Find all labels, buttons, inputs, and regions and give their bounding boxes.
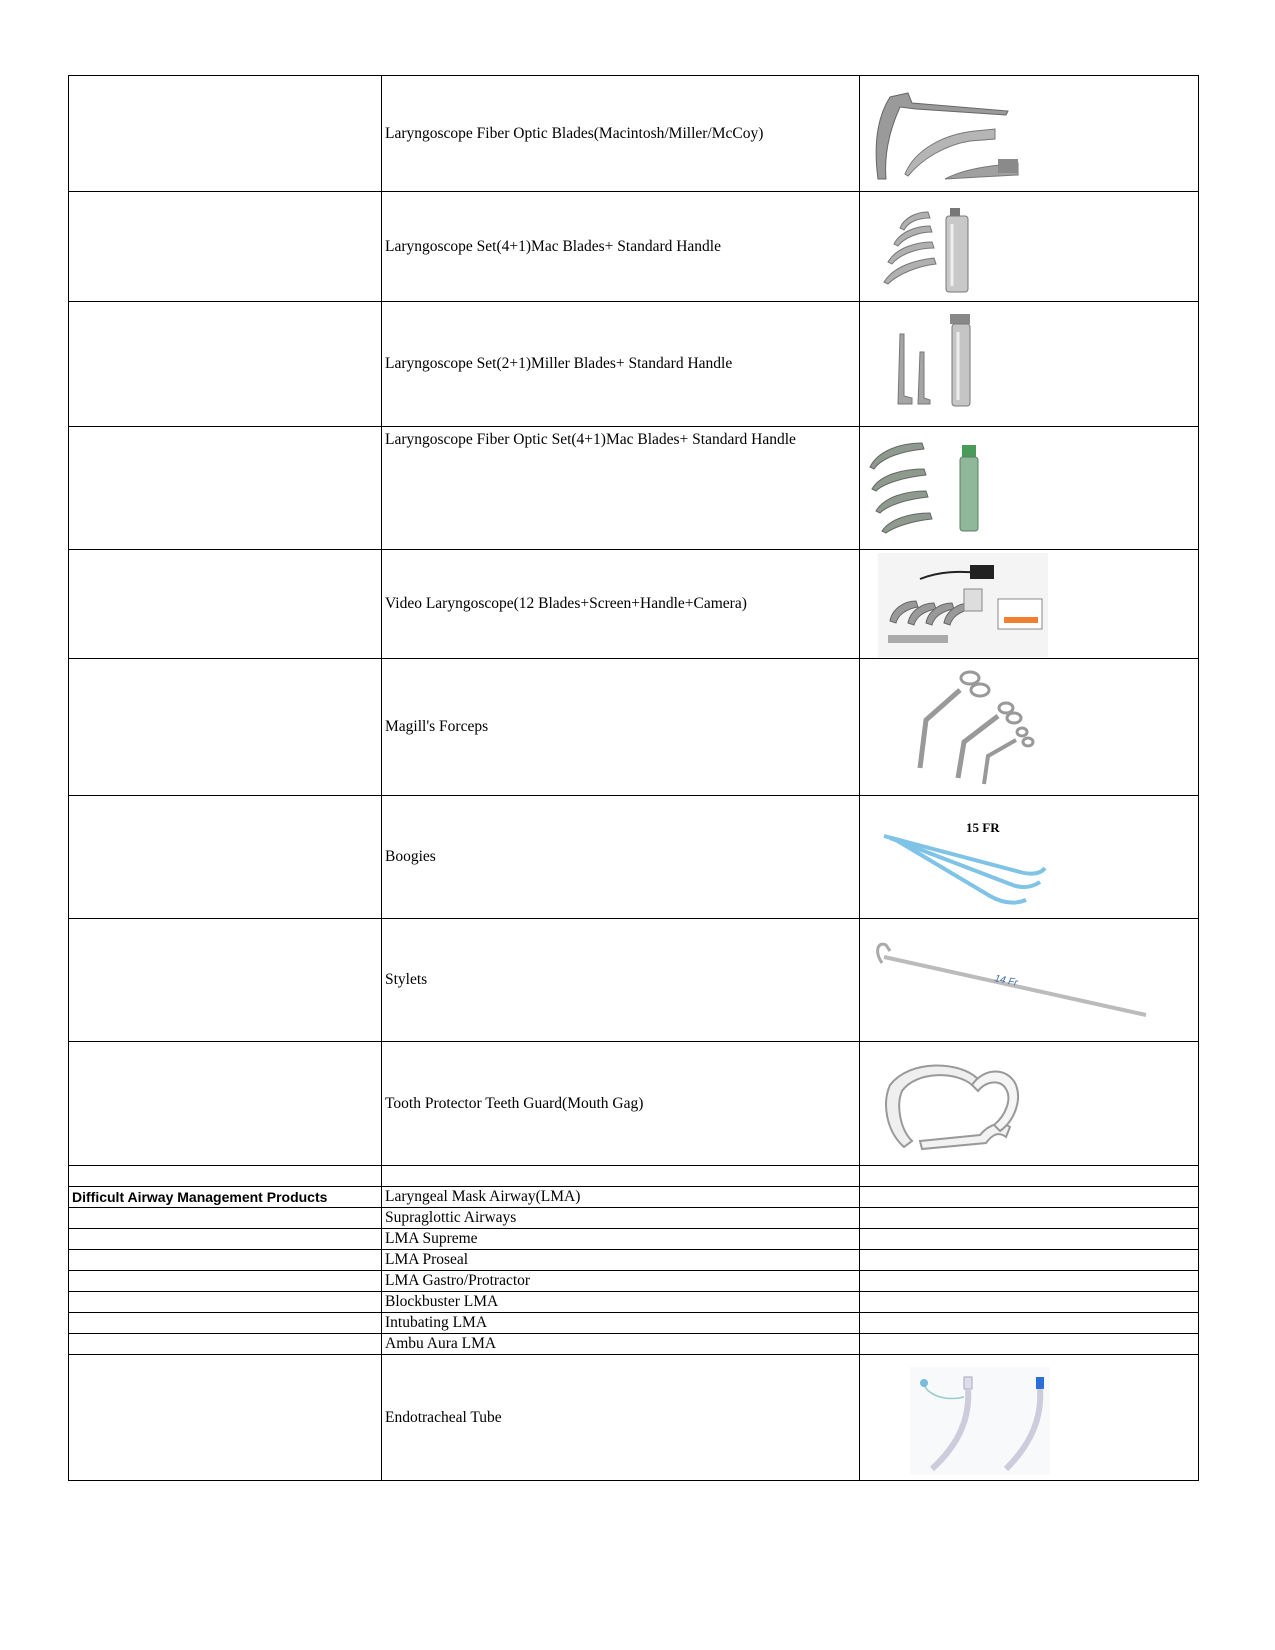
- table-row: [69, 1250, 1199, 1271]
- product-name-cell: Endotracheal Tube: [382, 1355, 860, 1481]
- table-row: [69, 1355, 1199, 1481]
- product-name-cell: Blockbuster LMA: [382, 1292, 860, 1313]
- product-table: [68, 75, 1199, 1481]
- product-image-cell: [860, 550, 1199, 659]
- table-row: [69, 192, 1199, 302]
- product-name-cell: Ambu Aura LMA: [382, 1334, 860, 1355]
- product-name-cell: Laryngeal Mask Airway(LMA): [382, 1187, 860, 1208]
- table-row: [69, 1334, 1199, 1355]
- category-cell: Difficult Airway Management Products: [69, 1187, 382, 1208]
- empty-cell: [860, 1292, 1199, 1313]
- product-name-cell: LMA Proseal: [382, 1250, 860, 1271]
- category-cell: [69, 192, 382, 302]
- product-name-cell: [382, 1166, 860, 1187]
- table-row: [69, 1313, 1199, 1334]
- product-name-cell: Supraglottic Airways: [382, 1208, 860, 1229]
- table-row: [69, 550, 1199, 659]
- category-cell: [69, 1271, 382, 1292]
- category-cell: [69, 1229, 382, 1250]
- category-cell: [69, 302, 382, 427]
- product-name-cell: Laryngoscope Fiber Optic Set(4+1)Mac Blades+ Standard Handle: [382, 427, 860, 550]
- empty-cell: [860, 1229, 1199, 1250]
- magill-forceps-image: [860, 660, 1060, 794]
- category-cell: [69, 76, 382, 192]
- category-cell: [69, 1292, 382, 1313]
- product-name-cell: Laryngoscope Set(4+1)Mac Blades+ Standard Handle: [382, 192, 860, 302]
- product-name-cell: Intubating LMA: [382, 1313, 860, 1334]
- stylet-image: [860, 921, 1160, 1039]
- product-image-cell: [860, 1355, 1199, 1481]
- category-cell: [69, 1042, 382, 1166]
- table-row: [69, 1271, 1199, 1292]
- boogies-image: [860, 798, 1060, 916]
- table-row: [69, 1187, 1199, 1208]
- product-image-cell: [860, 76, 1199, 192]
- product-name-cell: Video Laryngoscope(12 Blades+Screen+Handle+Camera): [382, 550, 860, 659]
- product-name-cell: Boogies: [382, 796, 860, 919]
- table-row: [69, 1042, 1199, 1166]
- table-row: [69, 427, 1199, 550]
- category-cell: [69, 1334, 382, 1355]
- product-name-cell: LMA Supreme: [382, 1229, 860, 1250]
- product-name-cell: Tooth Protector Teeth Guard(Mouth Gag): [382, 1042, 860, 1166]
- table-row: [69, 796, 1199, 919]
- table-row: [69, 659, 1199, 796]
- category-cell: [69, 427, 382, 550]
- product-name-cell: Magill's Forceps: [382, 659, 860, 796]
- empty-cell: [860, 1187, 1199, 1208]
- video-laryngoscope-image: [860, 551, 1060, 657]
- product-name-cell: LMA Gastro/Protractor: [382, 1271, 860, 1292]
- laryngoscope-blades-image: [860, 79, 1040, 189]
- table-row: [69, 1292, 1199, 1313]
- category-cell: [69, 1208, 382, 1229]
- empty-cell: [860, 1166, 1199, 1187]
- table-row: [69, 76, 1199, 192]
- table-row: [69, 1166, 1199, 1187]
- table-row: [69, 1229, 1199, 1250]
- empty-cell: [860, 1271, 1199, 1292]
- product-image-cell: [860, 796, 1199, 919]
- empty-cell: [860, 1313, 1199, 1334]
- category-cell: [69, 1313, 382, 1334]
- table-row: [69, 302, 1199, 427]
- category-cell: [69, 1355, 382, 1481]
- endotracheal-tube-image: [860, 1357, 1060, 1479]
- product-image-cell: [860, 919, 1199, 1042]
- product-image-cell: [860, 302, 1199, 427]
- category-cell: [69, 659, 382, 796]
- category-cell: [69, 1250, 382, 1271]
- product-image-cell: [860, 192, 1199, 302]
- product-image-cell: [860, 427, 1199, 550]
- tooth-guard-image: [860, 1045, 1060, 1163]
- product-name-cell: Laryngoscope Set(2+1)Miller Blades+ Standard Handle: [382, 302, 860, 427]
- empty-cell: [860, 1208, 1199, 1229]
- stylet-size-label: 14 Fr: [993, 973, 1019, 989]
- empty-cell: [860, 1250, 1199, 1271]
- empty-cell: [860, 1334, 1199, 1355]
- category-cell: [69, 550, 382, 659]
- mac-laryngoscope-set-image: [860, 194, 1040, 300]
- product-name-cell: Stylets: [382, 919, 860, 1042]
- boogie-size-label: 15 FR: [966, 820, 1000, 835]
- category-cell: [69, 919, 382, 1042]
- miller-laryngoscope-set-image: [860, 304, 1040, 424]
- category-cell: [69, 1166, 382, 1187]
- table-row: [69, 1208, 1199, 1229]
- category-cell: [69, 796, 382, 919]
- product-image-cell: [860, 1042, 1199, 1166]
- product-image-cell: [860, 659, 1199, 796]
- table-row: [69, 919, 1199, 1042]
- product-name-cell: Laryngoscope Fiber Optic Blades(Macintosh/Miller/McCoy): [382, 76, 860, 192]
- fiber-optic-set-image: [860, 429, 1040, 547]
